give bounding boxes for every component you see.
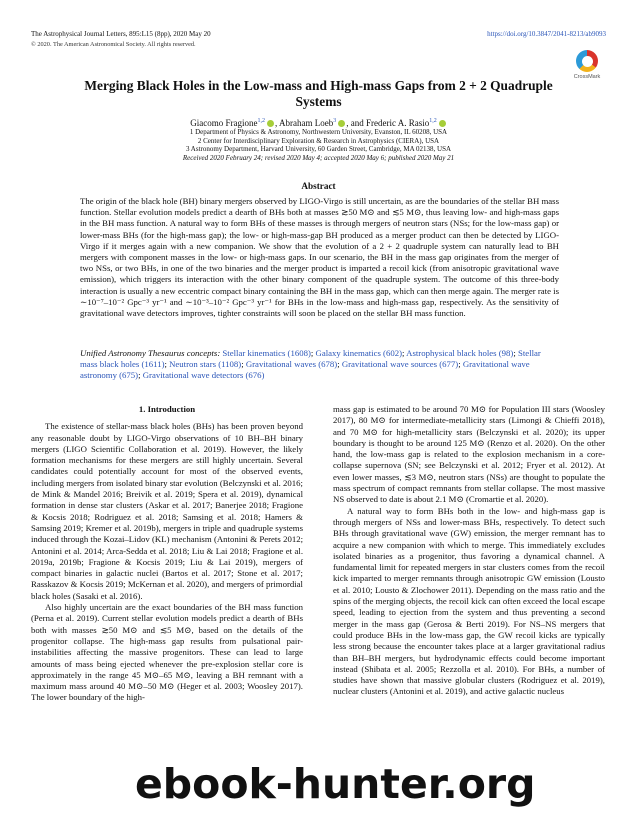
doi-link[interactable]: https://doi.org/10.3847/2041-8213/ab9093 bbox=[487, 30, 606, 38]
uat-keyword[interactable]: Astrophysical black holes (98) bbox=[406, 348, 514, 358]
author-affil-ref: 3 bbox=[333, 118, 337, 124]
body-paragraph: mass gap is estimated to be around 70 M⊙ for Population III stars (Woosley 2017), 80 M⊙ for intermediate-metallicity stars (Limongi & Chieffi 2018), and 70 M⊙ for high-metallicity stars (Belczynski et al. 2020); its upper boundary is thought to be around 125 M⊙ (Renzo et al. 2020). On the other hand, the low-mass gap is related to the explosion mechanism in a core-collapse supernova (SN; see Belczynski et al. 2012; Fryer et al. 2012). At even lower masses, ≲3 M⊙, neutron stars (NSs) are thought to populate the mass spectrum of compact remnants from stellar collapse. The most massive NS observed to date is about 2.1 M⊙ (Cromartie et al. 2020). bbox=[333, 404, 605, 505]
affiliation-line: 1 Department of Physics & Astronomy, Northwestern University, Evanston, IL 60208, USA bbox=[189, 128, 448, 136]
section-heading: 1. Introduction bbox=[138, 404, 196, 414]
uat-keyword[interactable]: Gravitational wave astronomy (675) bbox=[80, 359, 530, 381]
orcid-icon[interactable] bbox=[439, 120, 446, 127]
author-affil-ref: 1,2 bbox=[429, 118, 437, 124]
copyright-notice: © 2020. The American Astronomical Society. All rights reserved. bbox=[31, 41, 196, 48]
uat-keyword[interactable]: Gravitational wave detectors (676) bbox=[142, 370, 265, 381]
uat-concepts: Unified Astronomy Thesaurus concepts: Stellar kinematics (1608); Galaxy kinematics (602); Astrophysical black holes (98); Stellar mass black holes (1611); Neutron stars (1108); Gravitational waves (678); Gravitational wave sources (677); Gravitational wave astronomy (675); Gravitational wave detectors (676) bbox=[80, 348, 541, 381]
author-name: Frederic A. Rasio bbox=[365, 118, 430, 128]
uat-keyword[interactable]: Gravitational wave sources (677) bbox=[341, 359, 459, 370]
abstract-heading: Abstract bbox=[301, 181, 336, 191]
body-paragraph: Also highly uncertain are the exact boundaries of the BH mass function (Perna et al. 2019). Current stellar evolution models predict a dearth of BHs both with masses ≳50 M⊙ and ≲5 M⊙, based on the details of the progenitor collapse. The high-mass gap results from pulsational pair-instabilities affecting the massive progenitors. These can lead to large amounts of mass being ejected whenever the pre-explosion stellar core is approximately in the range 45 M⊙–65 M⊙, leaving a BH remnant with a maximum mass around 40 M⊙–50 M⊙ (Heger et al. 2003; Woosley 2017). The lower boundary of the high- bbox=[31, 602, 303, 703]
author-name: Giacomo Fragione bbox=[190, 118, 258, 128]
watermark: ebook-hunter.org bbox=[135, 760, 536, 808]
journal-citation: The Astrophysical Journal Letters, 895:L15 (8pp), 2020 May 20 bbox=[31, 30, 211, 38]
orcid-icon[interactable] bbox=[338, 120, 345, 127]
affiliation-line: 3 Astronomy Department, Harvard University, 60 Garden Street, Cambridge, MA 02138, USA bbox=[185, 145, 452, 154]
abstract-text: The origin of the black hole (BH) binary mergers observed by LIGO-Virgo is still uncertain, as are the boundaries of the stellar BH mass function. Stellar evolution models predict a dearth of BHs both at masses ≳50 M⊙ and ≲5 M⊙, thus leaving low- and high-mass gaps in the BH mass function. A natural way to form BHs of these masses is through mergers of neutron stars (NSs; for the low-mass gap) or lower-mass BHs (for the high-mass gap); the low- or high-mass-gap BH produced as a merger product can then be detected by LIGO-Virgo if it merges again with a new companion. We show that the evolution of a 2 + 2 quadruple system can naturally lead to BH mergers with component masses in the low- or high-mass gaps. In our scenario, the BH in the mass gap originates from the merger of two NSs, or two BHs, in one of the two binaries and the merger product is imparted a recoil kick (from anisotropic gravitational wave emission), which triggers its interaction with the other binary component of the quadruple system. The outcome of this three-body interaction is usually a new eccentric compact binary containing the BH in the mass gap, which can then merge again. The merger rate is ∼10⁻⁷–10⁻² Gpc⁻³ yr⁻¹ and ∼10⁻³–10⁻² Gpc⁻³ yr⁻¹ for BHs in the low-mass and high-mass gap, respectively. As the sensitivity of gravitational wave detectors improves, tighter constraints will soon be placed on the stellar BH mass function. bbox=[80, 196, 559, 319]
author-affil-ref: 1,2 bbox=[257, 118, 265, 124]
uat-keyword[interactable]: Gravitational waves (678) bbox=[245, 359, 338, 370]
body-paragraph: The existence of stellar-mass black holes (BHs) has been proven beyond any reasonable doubt by LIGO-Virgo observations of 10 BH–BH binary mergers (LIGO Scientific Collaboration et al. 2019). However, the likely formation mechanisms for these mergers are still highly uncertain. Several candidates could potentially account for most of the observed events, including mergers from isolated binary star evolution (Belczynski et al. 2016; de Mink & Mandel 2016; Breivik et al. 2019; Spera et al. 2019), dynamical formation in dense star clusters (Askar et al. 2017; Banerjee 2018; Fragione & Kocsis 2018; Rodriguez et al. 2018; Samsing et al. 2018; Hamers & Samsing 2019; Kremer et al. 2019b), mergers in triple and quadruple systems induced through the Kozai–Lidov (KL) mechanism (Antonini & Perets 2012; Antonini et al. 2014; Arca-Sedda et al. 2018; Liu & Lai 2018; Fragione et al. 2019a, 2019b; Fragione & Kocsis 2019; Liu & Lai 2019), mergers of compact binaries in galactic nuclei (Bartos et al. 2017; Stone et al. 2017; Rasskazov & Kocsis 2019; McKernan et al. 2020), and mergers of primordial black holes (Sasaki et al. 2016). bbox=[31, 421, 303, 601]
uat-keyword[interactable]: Galaxy kinematics (602) bbox=[315, 348, 403, 358]
crossmark-label: CrossMark bbox=[573, 74, 601, 80]
crossmark-badge[interactable] bbox=[565, 50, 609, 80]
affiliation-line: 2 Center for Interdisciplinary Exploration & Research in Astrophysics (CIERA), USA bbox=[197, 136, 440, 145]
orcid-icon[interactable] bbox=[267, 120, 274, 127]
crossmark-icon bbox=[576, 50, 598, 72]
body-column-left bbox=[31, 404, 303, 704]
body-column-right bbox=[333, 404, 605, 698]
paper-title: Merging Black Holes in the Low-mass and High-mass Gaps from 2 + 2 Quadruple Systems bbox=[84, 78, 553, 109]
affiliations bbox=[60, 128, 577, 163]
author-list: Giacomo Fragione$^{1,2}$ , Abraham Loeb$^3$ , and Frederic A. Rasio$^{1,2}$ bbox=[60, 116, 577, 129]
publication-dates: Received 2020 February 24; revised 2020 May 4; accepted 2020 May 6; published 2020 May 21 bbox=[182, 154, 455, 163]
uat-keyword[interactable]: Neutron stars (1108) bbox=[169, 359, 242, 370]
uat-lead: Unified Astronomy Thesaurus concepts: bbox=[80, 348, 221, 358]
body-paragraph: A natural way to form BHs both in the low- and high-mass gap is through mergers of NSs and lower-mass BHs, respectively. To detect such BHs through gravitational wave (GW) emission, the merger remnant has to acquire a new companion with which to merge. This immediately excludes isolated binaries as a progenitor, thus favoring a dynamical channel. A fundamental limit for repeated mergers in star clusters comes from the recoil kick imparted to merger remnants through anisotropic GW emission (Lousto et al. 2010; Lousto & Zlochower 2011). Depending on the mass ratio and the spins of the merging objects, the recoil kick can often exceed the local escape speed, leading to ejection from the system and thus preventing a second merger in the mass gap (Gerosa & Berti 2019). For NS–NS mergers that could produce BHs in the low-mass gap, the GW recoil kicks are typically less strong because the encounter takes place at a larger gravitational radius than BH–BH mergers, but hydrodynamic effects could become important instead (Shibata et al. 2005; Rezzolla et al. 2010). For BHs, a number of studies have shown that massive globular clusters (Rodriguez et al. 2019), nuclear clusters (Antonini et al. 2019), and active galactic nucleus bbox=[333, 505, 605, 697]
uat-keyword[interactable]: Stellar kinematics (1608) bbox=[222, 348, 311, 358]
author-name: Abraham Loeb bbox=[279, 118, 334, 128]
uat-keyword[interactable]: Stellar mass black holes (1611) bbox=[80, 348, 541, 370]
